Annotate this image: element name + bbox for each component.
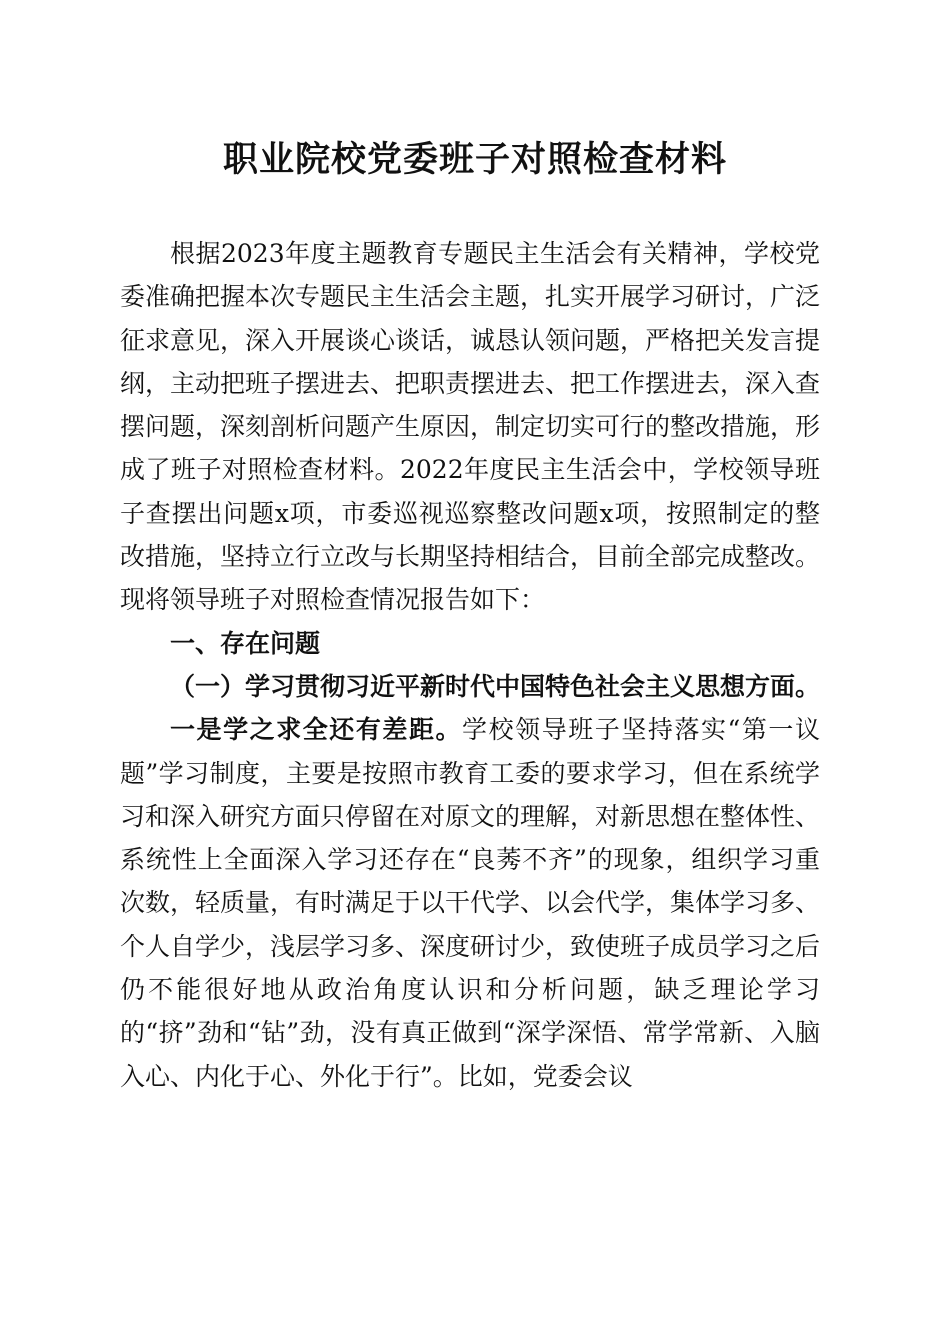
document-title: 职业院校党委班子对照检查材料 [222, 140, 727, 180]
point-paragraph-1 [120, 708, 820, 1098]
point-lead: 一是学之求全还有差距。 [170, 715, 463, 745]
subsection-heading-study: （一）学习贯彻习近平新时代中国特色社会主义思想方面。 [170, 671, 821, 701]
document-body [120, 232, 820, 1098]
point-text: 学校领导班子坚持落实“第一议题”学习制度，主要是按照市教育工委的要求学习，但在系统学习和深入研究方面只停留在对原文的理解，对新思想在整体性、系统性上全面深入学习还存在“良莠不齐”的现象，组织学习重次数，轻质量，有时满足于以干代学、以会代学，集体学习多、个人自学少，浅层学习多、深度研讨少，致使班子成员学习之后仍不能很好地从政治角度认识和分析问题，缺乏理论学习的“挤”劲和“钻”劲，没有真正做到“深学深悟、常学常新、入脑入心、内化于心、外化于行”。比如，党委会议 [120, 715, 821, 1091]
section-heading-problems: 一、存在问题 [170, 628, 321, 658]
intro-paragraph: 根据2023年度主题教育专题民主生活会有关精神，学校党委准确把握本次专题民主生活会主题，扎实开展学习研讨，广泛征求意见，深入开展谈心谈话，诚恳认领问题，严格把关发言提纲，主动把班子摆进去、把职责摆进去、把工作摆进去，深入查摆问题，深刻剖析问题产生原因，制定切实可行的整改措施，形成了班子对照检查材料。2022年度民主生活会中，学校领导班子查摆出问题x项，市委巡视巡察整改问题x项，按照制定的整改措施，坚持立行立改与长期坚持相结合，目前全部完成整改。现将领导班子对照检查情况报告如下： [120, 239, 821, 615]
